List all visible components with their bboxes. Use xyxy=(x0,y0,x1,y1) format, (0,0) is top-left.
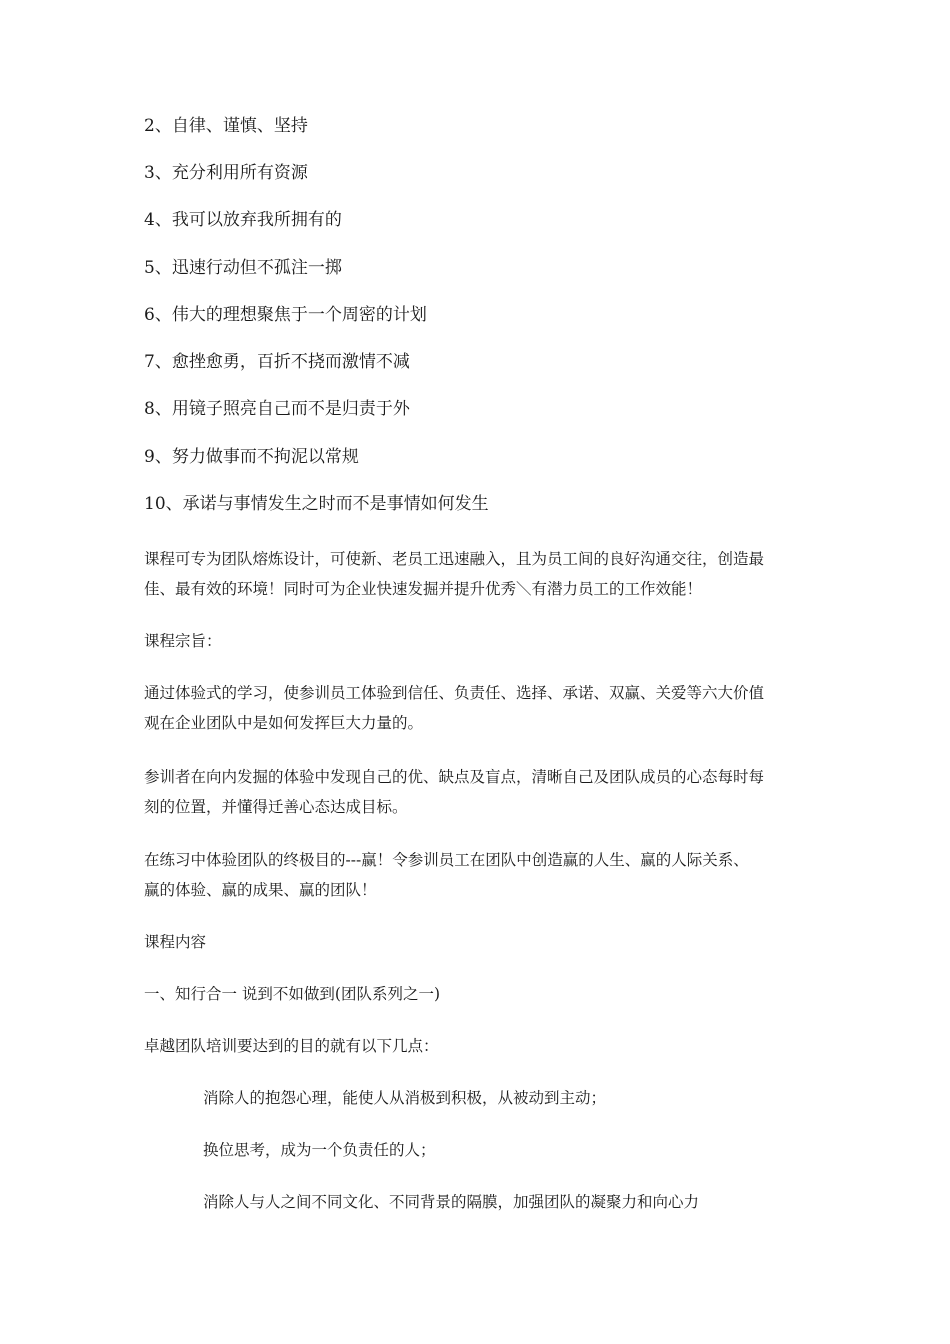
principle-item-4: 4、我可以放弃我所拥有的 xyxy=(144,210,342,230)
principle-item-5: 5、迅速行动但不孤注一掷 xyxy=(144,258,342,278)
purpose-paragraph-1 xyxy=(144,678,814,738)
content-heading: 课程内容 xyxy=(144,933,207,951)
intro-line-2: 佳、最有效的环境！同时可为企业快速发掘并提升优秀＼有潜力员工的工作效能！ xyxy=(144,580,703,598)
principle-item-7: 7、愈挫愈勇，百折不挠而激情不减 xyxy=(144,352,410,372)
purpose-1-line-1: 通过体验式的学习，使参训员工体验到信任、负责任、选择、承诺、双赢、关爱等六大价值 xyxy=(144,684,765,702)
goals-intro: 卓越团队培训要达到的目的就有以下几点： xyxy=(144,1037,439,1055)
purpose-paragraph-3 xyxy=(144,845,814,905)
principle-item-3: 3、充分利用所有资源 xyxy=(144,163,308,183)
purpose-3-line-1: 在练习中体验团队的终极目的---赢！令参训员工在团队中创造赢的人生、赢的人际关系、 xyxy=(144,851,749,869)
principle-item-6: 6、伟大的理想聚焦于一个周密的计划 xyxy=(144,305,427,325)
goal-item-1: 消除人的抱怨心理，能使人从消极到积极，从被动到主动； xyxy=(203,1089,607,1107)
purpose-heading: 课程宗旨： xyxy=(144,632,222,650)
purpose-1-line-2: 观在企业团队中是如何发挥巨大力量的。 xyxy=(144,714,424,732)
purpose-2-line-2: 刻的位置，并懂得迁善心态达成目标。 xyxy=(144,798,408,816)
goal-item-3: 消除人与人之间不同文化、不同背景的隔膜，加强团队的凝聚力和向心力 xyxy=(203,1193,700,1211)
purpose-3-line-2: 赢的体验、赢的成果、赢的团队！ xyxy=(144,881,377,899)
section-1-title: 一、知行合一 说到不如做到(团队系列之一) xyxy=(144,985,441,1003)
intro-line-1: 课程可专为团队熔炼设计，可使新、老员工迅速融入，且为员工间的良好沟通交往，创造最 xyxy=(144,550,765,568)
goal-item-2: 换位思考，成为一个负责任的人； xyxy=(203,1141,436,1159)
principle-item-9: 9、努力做事而不拘泥以常规 xyxy=(144,447,359,467)
intro-paragraph xyxy=(144,544,814,604)
principle-item-8: 8、用镜子照亮自己而不是归责于外 xyxy=(144,399,410,419)
principle-item-10: 10、承诺与事情发生之时而不是事情如何发生 xyxy=(144,494,489,514)
purpose-paragraph-2 xyxy=(144,762,814,822)
purpose-2-line-1: 参训者在向内发掘的体验中发现自己的优、缺点及盲点，清晰自己及团队成员的心态每时每 xyxy=(144,768,765,786)
principle-item-2: 2、自律、谨慎、坚持 xyxy=(144,116,308,136)
